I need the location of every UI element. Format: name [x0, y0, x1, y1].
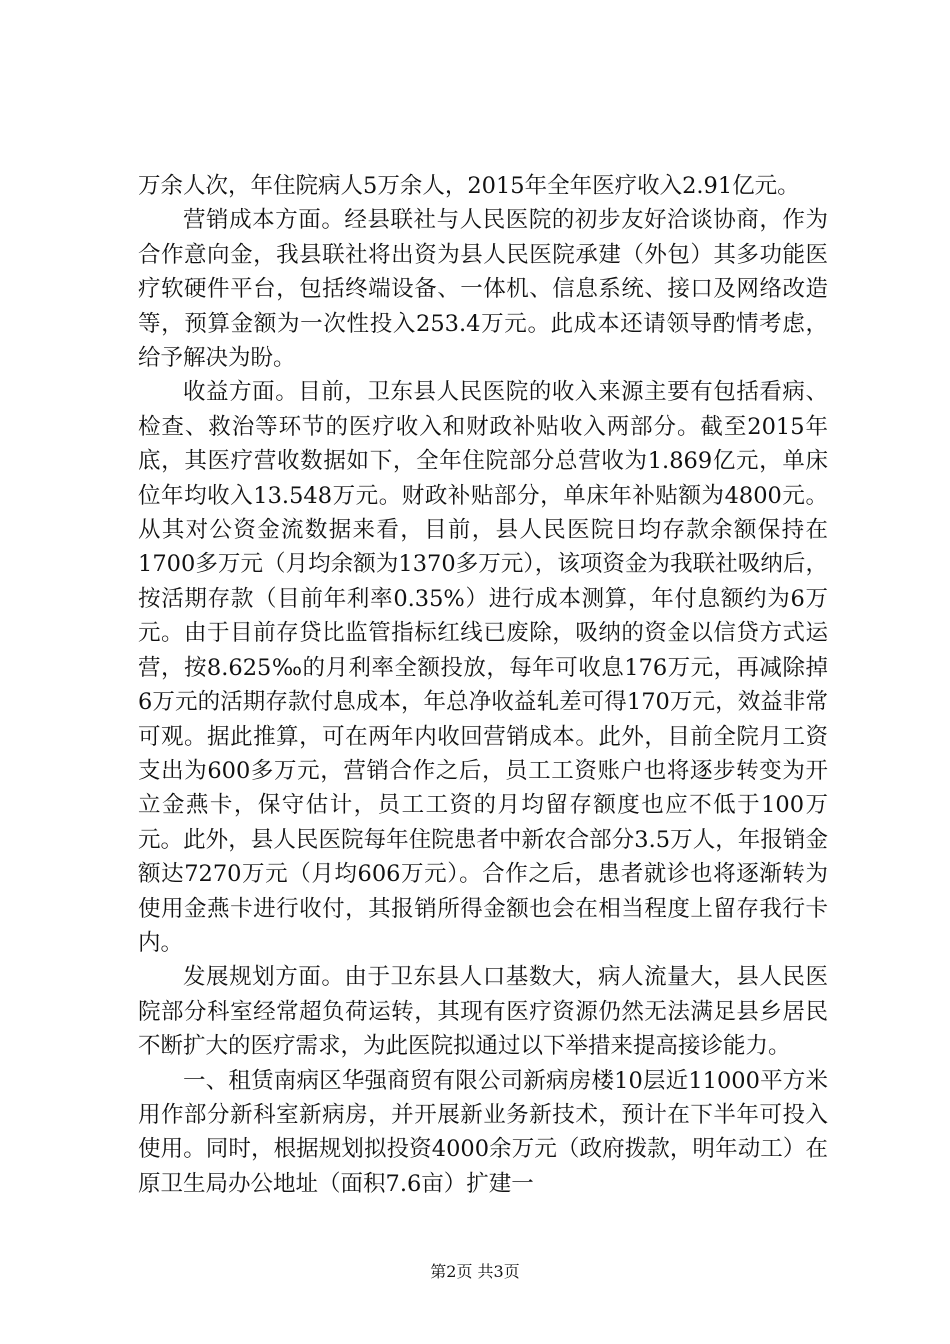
paragraph-continuation: 万余人次，年住院病人5万余人，2015年全年医疗收入2.91亿元。: [138, 173, 800, 199]
paragraph-revenue: 收益方面。目前，卫东县人民医院的收入来源主要有包括看病、检查、救治等环节的医疗收入和财政补贴收入两部分。截至2015年底，其医疗营收数据如下，全年住院部分总营收为1.869亿元，单床位年均收入13.548万元。财政补贴部分，单床年补贴额为4800元。从其对公资金流数据来看，目前，县人民医院日均存款余额保持在1700多万元（月均余额为1370多万元），该项资金为我联社吸纳后，按活期存款（目前年利率0.35%）进行成本测算，年付息额约为6万元。由于目前存贷比监管指标红线已废除，吸纳的资金以信贷方式运营，按8.625‰的月利率全额投放，每年可收息176万元，再减除掉6万元的活期存款付息成本，年总净收益轧差可得170万元，效益非常可观。据此推算，可在两年内收回营销成本。此外，目前全院月工资支出为600多万元，营销合作之后，员工工资账户也将逐步转变为开立金燕卡，保守估计，员工工资的月均留存额度也应不低于100万元。此外，县人民医院每年住院患者中新农合部分3.5万人，年报销金额达7270万元（月均606万元）。合作之后，患者就诊也将逐渐转为使用金燕卡进行收付，其报销所得金额也会在相当程度上留存我行卡内。: [138, 379, 828, 956]
page-number: 第2页 共3页: [430, 1262, 520, 1281]
body-text: [138, 169, 828, 1201]
paragraph-measure-one: 一、租赁南病区华强商贸有限公司新病房楼10层近11000平方米用作部分新科室新病房，并开展新业务新技术，预计在下半年可投入使用。同时，根据规划拟投资4000余万元（政府拨款，明年动工）在原卫生局办公地址（面积7.6亩）扩建一: [138, 1067, 828, 1197]
paragraph-marketing-cost: 营销成本方面。经县联社与人民医院的初步友好洽谈协商，作为合作意向金，我县联社将出资为县人民医院承建（外包）其多功能医疗软硬件平台，包括终端设备、一体机、信息系统、接口及网络改造等，预算金额为一次性投入253.4万元。此成本还请领导酌情考虑，给予解决为盼。: [138, 207, 828, 372]
paragraph-development-plan: 发展规划方面。由于卫东县人口基数大，病人流量大，县人民医院部分科室经常超负荷运转，其现有医疗资源仍然无法满足县乡居民不断扩大的医疗需求，为此医院拟通过以下举措来提高接诊能力。: [138, 964, 828, 1060]
